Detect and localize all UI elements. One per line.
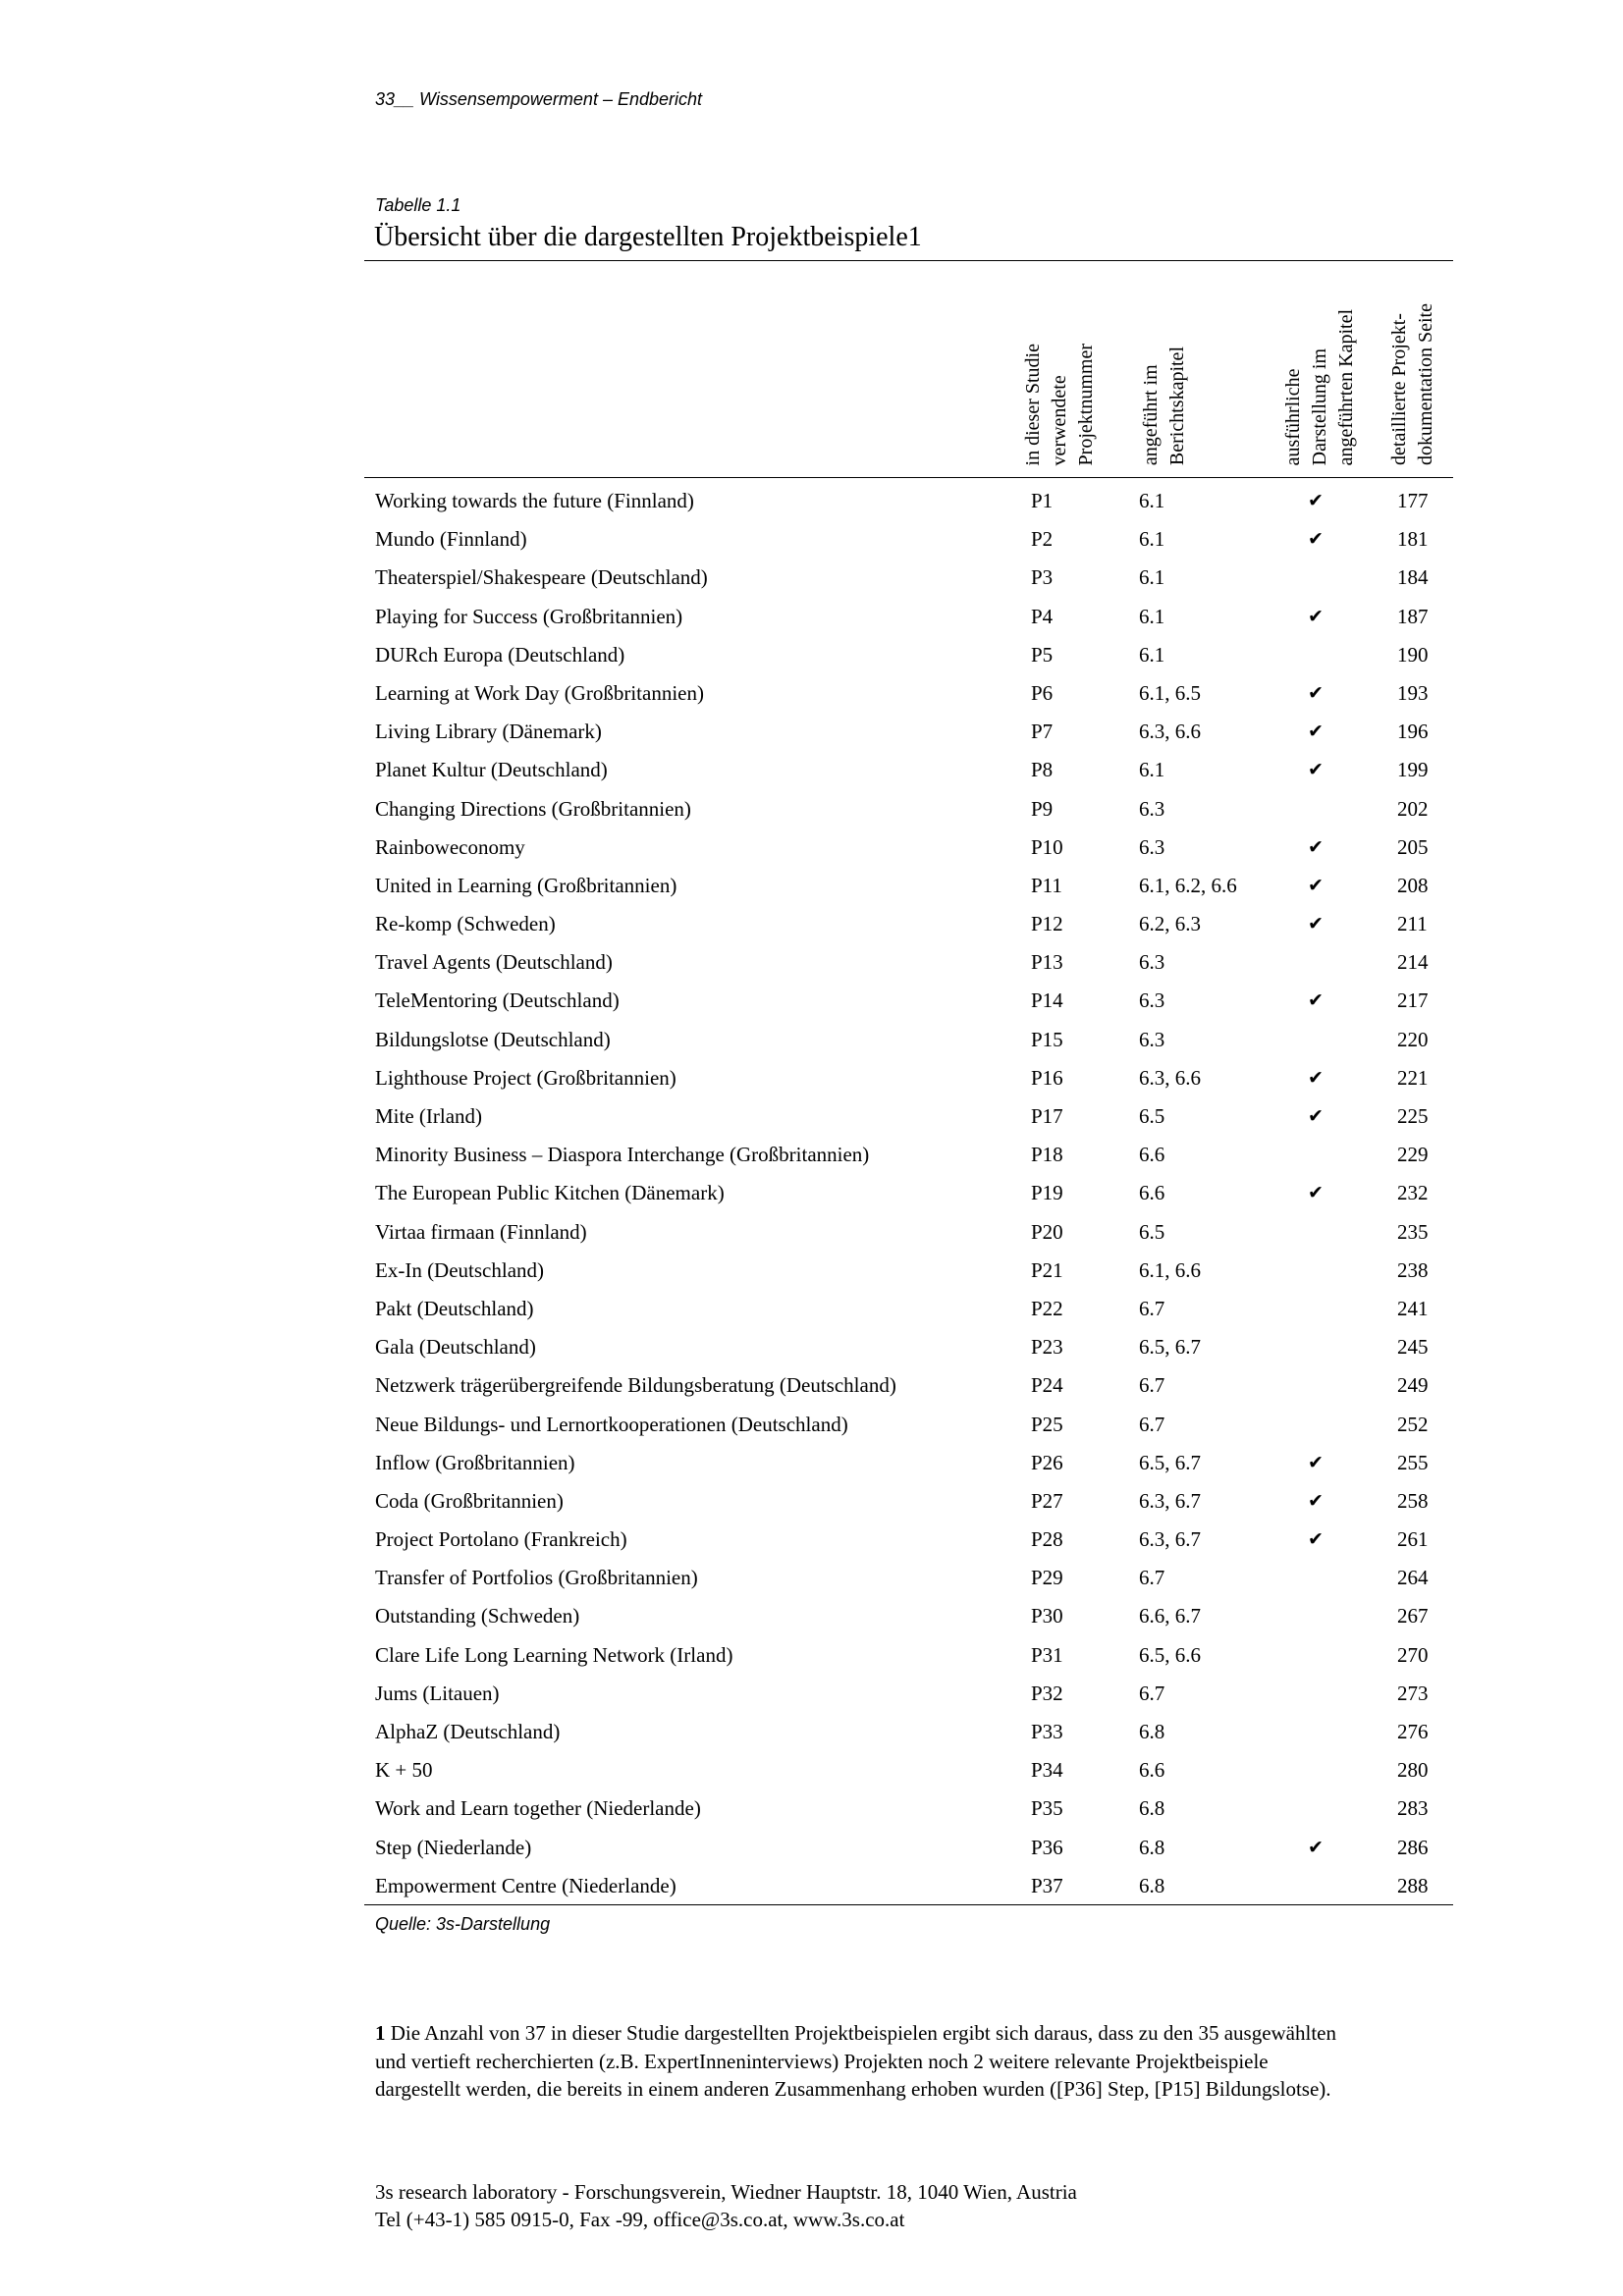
project-name-cell: Bildungslotse (Deutschland) <box>375 1027 611 1051</box>
project-name-cell: Clare Life Long Learning Network (Irland) <box>375 1642 733 1667</box>
project-number-cell: P37 <box>1031 1873 1063 1897</box>
page-number-cell: 229 <box>1397 1143 1429 1167</box>
chapter-cell: 6.3, 6.6 <box>1139 720 1201 744</box>
chapter-cell: 6.3 <box>1139 950 1165 975</box>
project-number-cell: P13 <box>1031 950 1063 975</box>
column-header-line: Projektnummer <box>1075 343 1097 465</box>
column-header-line: in dieser Studie <box>1022 343 1044 465</box>
table-row <box>364 867 1453 905</box>
table-row <box>364 1406 1453 1444</box>
page-number-cell: 202 <box>1397 796 1429 821</box>
table-row <box>364 1097 1453 1136</box>
check-icon: ✔ <box>1308 1105 1324 1127</box>
check-icon: ✔ <box>1308 605 1324 627</box>
page-number-cell: 208 <box>1397 873 1429 897</box>
project-number-cell: P20 <box>1031 1219 1063 1244</box>
project-number-cell: P18 <box>1031 1143 1063 1167</box>
project-number-cell: P17 <box>1031 1104 1063 1128</box>
project-name-cell: Step (Niederlande) <box>375 1835 532 1859</box>
chapter-cell: 6.8 <box>1139 1873 1165 1897</box>
table-row <box>364 1867 1453 1905</box>
table-row <box>364 751 1453 789</box>
project-number-cell: P24 <box>1031 1373 1063 1398</box>
chapter-cell: 6.1 <box>1139 527 1165 552</box>
table-row <box>364 1290 1453 1328</box>
chapter-cell: 6.5 <box>1139 1104 1165 1128</box>
chapter-cell: 6.3, 6.6 <box>1139 1065 1201 1090</box>
table-row <box>364 828 1453 867</box>
check-icon: ✔ <box>1308 1451 1324 1473</box>
project-name-cell: Inflow (Großbritannien) <box>375 1450 575 1474</box>
check-icon: ✔ <box>1308 1182 1324 1204</box>
running-header: 33__ Wissensempowerment – Endbericht <box>375 89 703 109</box>
table-row <box>364 520 1453 559</box>
column-header-page <box>1386 303 1439 465</box>
project-name-cell: The European Public Kitchen (Dänemark) <box>375 1181 725 1205</box>
check-icon: ✔ <box>1308 1836 1324 1858</box>
column-header-project-number <box>1020 344 1100 465</box>
project-number-cell: P5 <box>1031 642 1054 667</box>
page-number-cell: 261 <box>1397 1527 1429 1552</box>
table-body <box>364 482 1453 1905</box>
project-number-cell: P34 <box>1031 1758 1063 1783</box>
page-number-cell: 184 <box>1397 565 1429 590</box>
project-number-cell: P27 <box>1031 1488 1063 1513</box>
column-header-chapter <box>1138 347 1191 465</box>
project-name-cell: Minority Business – Diaspora Interchange (Großbritannien) <box>375 1143 870 1167</box>
table-row <box>364 790 1453 828</box>
project-number-cell: P11 <box>1031 873 1062 897</box>
chapter-cell: 6.1, 6.2, 6.6 <box>1139 873 1237 897</box>
project-name-cell: Living Library (Dänemark) <box>375 720 602 744</box>
page-number-cell: 221 <box>1397 1065 1429 1090</box>
page-number-cell: 232 <box>1397 1181 1429 1205</box>
project-name-cell: Project Portolano (Frankreich) <box>375 1527 627 1552</box>
table-row <box>364 1366 1453 1405</box>
check-icon: ✔ <box>1308 490 1324 511</box>
project-number-cell: P29 <box>1031 1566 1063 1590</box>
table-row <box>364 1675 1453 1713</box>
footnote-marker: 1 <box>375 2021 386 2045</box>
project-name-cell: Work and Learn together (Niederlande) <box>375 1796 701 1821</box>
title-footnote-marker: 1 <box>907 222 922 252</box>
project-number-cell: P15 <box>1031 1027 1063 1051</box>
check-icon: ✔ <box>1308 835 1324 858</box>
table-row <box>364 1789 1453 1828</box>
check-icon: ✔ <box>1308 1528 1324 1551</box>
chapter-cell: 6.7 <box>1139 1681 1165 1705</box>
footnote-line: dargestellt werden, die bereits in einem anderen Zusammenhang erhoben wurden ([P36] Step, [P15] Bildungslotse). <box>375 2077 1331 2101</box>
chapter-cell: 6.5 <box>1139 1219 1165 1244</box>
column-header-line: dokumentation Seite <box>1415 303 1436 465</box>
footer-contact: Tel (+43-1) 585 0915-0, Fax -99, office@3s.co.at, www.3s.co.at <box>375 2207 905 2231</box>
table-row <box>364 1021 1453 1059</box>
chapter-cell: 6.8 <box>1139 1835 1165 1859</box>
chapter-cell: 6.3, 6.7 <box>1139 1527 1201 1552</box>
project-name-cell: Ex-In (Deutschland) <box>375 1257 545 1282</box>
chapter-cell: 6.6 <box>1139 1143 1165 1167</box>
chapter-cell: 6.3 <box>1139 834 1165 859</box>
chapter-cell: 6.1 <box>1139 565 1165 590</box>
project-number-cell: P35 <box>1031 1796 1063 1821</box>
page-number-cell: 225 <box>1397 1104 1429 1128</box>
project-number-cell: P2 <box>1031 527 1054 552</box>
table-row <box>364 482 1453 520</box>
chapter-cell: 6.6 <box>1139 1758 1165 1783</box>
project-name-cell: Working towards the future (Finnland) <box>375 489 694 512</box>
page-number-cell: 238 <box>1397 1257 1429 1282</box>
project-name-cell: Theaterspiel/Shakespeare (Deutschland) <box>375 565 708 590</box>
page-number-cell: 252 <box>1397 1412 1429 1436</box>
page-number-cell: 181 <box>1397 527 1429 552</box>
project-number-cell: P28 <box>1031 1527 1063 1552</box>
chapter-cell: 6.7 <box>1139 1412 1165 1436</box>
project-name-cell: Mite (Irland) <box>375 1104 483 1128</box>
table-row <box>364 713 1453 751</box>
chapter-cell: 6.1, 6.6 <box>1139 1257 1201 1282</box>
column-header-line: angeführt im <box>1140 364 1162 465</box>
chapter-cell: 6.6, 6.7 <box>1139 1604 1201 1629</box>
table-row <box>364 636 1453 674</box>
table-row <box>364 1328 1453 1366</box>
project-number-cell: P8 <box>1031 758 1054 782</box>
chapter-cell: 6.1 <box>1139 604 1165 628</box>
check-icon: ✔ <box>1308 681 1324 704</box>
project-name-cell: AlphaZ (Deutschland) <box>375 1720 561 1743</box>
table-row <box>364 1521 1453 1559</box>
column-header-line: detaillierte Projekt- <box>1388 313 1410 465</box>
chapter-cell: 6.8 <box>1139 1720 1165 1743</box>
page-number-cell: 220 <box>1397 1027 1429 1051</box>
column-header-line: verwendete <box>1049 374 1070 465</box>
page-number-cell: 273 <box>1397 1681 1429 1705</box>
table-row <box>364 1597 1453 1635</box>
page-number-cell: 258 <box>1397 1488 1429 1513</box>
project-name-cell: United in Learning (Großbritannien) <box>375 873 677 897</box>
project-number-cell: P14 <box>1031 988 1063 1013</box>
check-icon: ✔ <box>1308 528 1324 551</box>
column-header-line: angeführten Kapitel <box>1335 308 1357 465</box>
project-number-cell: P4 <box>1031 604 1054 628</box>
chapter-cell: 6.1 <box>1139 758 1165 782</box>
page-number-cell: 196 <box>1397 720 1429 744</box>
column-header-line: Berichtskapitel <box>1166 346 1188 465</box>
project-name-cell: DURch Europa (Deutschland) <box>375 642 625 667</box>
chapter-cell: 6.1, 6.5 <box>1139 680 1201 705</box>
chapter-cell: 6.1 <box>1139 642 1165 667</box>
footnote-text: Die Anzahl von 37 in dieser Studie dargestellten Projektbeispielen ergibt sich daraus, dass zu den 35 ausgewählten <box>390 2021 1336 2045</box>
table-row <box>364 943 1453 982</box>
check-icon: ✔ <box>1308 874 1324 896</box>
project-number-cell: P1 <box>1031 489 1054 512</box>
project-name-cell: Learning at Work Day (Großbritannien) <box>375 680 704 705</box>
table-row <box>364 1213 1453 1252</box>
project-number-cell: P25 <box>1031 1412 1063 1436</box>
table-row <box>364 1252 1453 1290</box>
chapter-cell: 6.7 <box>1139 1566 1165 1590</box>
table-row <box>364 559 1453 597</box>
page-number-cell: 190 <box>1397 642 1429 667</box>
page-number-cell: 249 <box>1397 1373 1429 1398</box>
header-rule <box>364 477 1453 478</box>
project-number-cell: P10 <box>1031 834 1063 859</box>
table-caption: Tabelle 1.1 <box>375 195 461 215</box>
table-row <box>364 598 1453 636</box>
check-icon: ✔ <box>1308 1489 1324 1512</box>
page-number-cell: 199 <box>1397 758 1429 782</box>
chapter-cell: 6.3 <box>1139 1027 1165 1051</box>
chapter-cell: 6.2, 6.3 <box>1139 912 1201 936</box>
chapter-cell: 6.3, 6.7 <box>1139 1488 1201 1513</box>
chapter-cell: 6.7 <box>1139 1296 1165 1320</box>
footnote-line <box>375 2019 1336 2048</box>
check-icon: ✔ <box>1308 989 1324 1012</box>
table-header <box>364 261 1453 478</box>
chapter-cell: 6.3 <box>1139 988 1165 1013</box>
page-number-cell: 214 <box>1397 950 1429 975</box>
project-name-cell: Coda (Großbritannien) <box>375 1488 564 1513</box>
project-number-cell: P9 <box>1031 796 1054 821</box>
project-name-cell: Outstanding (Schweden) <box>375 1604 580 1629</box>
project-name-cell: Virtaa firmaan (Finnland) <box>375 1219 587 1244</box>
project-number-cell: P3 <box>1031 565 1054 590</box>
column-header-detailed <box>1280 309 1360 465</box>
page-number-cell: 187 <box>1397 604 1429 628</box>
project-name-cell: Pakt (Deutschland) <box>375 1296 534 1320</box>
table-row <box>364 1713 1453 1751</box>
column-header-line: Darstellung im <box>1309 347 1330 465</box>
project-number-cell: P30 <box>1031 1604 1063 1629</box>
project-name-cell: Transfer of Portfolios (Großbritannien) <box>375 1566 698 1590</box>
table-row <box>364 1751 1453 1789</box>
check-icon: ✔ <box>1308 721 1324 743</box>
project-number-cell: P12 <box>1031 912 1063 936</box>
project-name-cell: Empowerment Centre (Niederlande) <box>375 1873 676 1897</box>
footnote-line: und vertieft recherchierten (z.B. ExpertInneninterviews) Projekten noch 2 weitere relevante Projektbeispiele <box>375 2049 1269 2073</box>
project-name-cell: Travel Agents (Deutschland) <box>375 950 613 975</box>
page-number-cell: 255 <box>1397 1450 1429 1474</box>
project-name-cell: Changing Directions (Großbritannien) <box>375 796 691 821</box>
page-number-cell: 286 <box>1397 1835 1429 1859</box>
chapter-cell: 6.6 <box>1139 1181 1165 1205</box>
project-name-cell: Netzwerk trägerübergreifende Bildungsberatung (Deutschland) <box>375 1373 896 1398</box>
page-number-cell: 276 <box>1397 1720 1429 1743</box>
chapter-cell: 6.7 <box>1139 1373 1165 1398</box>
table-row <box>364 1174 1453 1212</box>
table-source: Quelle: 3s-Darstellung <box>375 1914 551 1934</box>
chapter-cell: 6.3 <box>1139 796 1165 821</box>
project-name-cell: Gala (Deutschland) <box>375 1335 536 1360</box>
check-icon: ✔ <box>1308 759 1324 781</box>
project-number-cell: P6 <box>1031 680 1054 705</box>
project-name-cell: TeleMentoring (Deutschland) <box>375 988 620 1013</box>
project-name-cell: Lighthouse Project (Großbritannien) <box>375 1065 676 1090</box>
chapter-cell: 6.8 <box>1139 1796 1165 1821</box>
table-row <box>364 1444 1453 1482</box>
table-row <box>364 1482 1453 1521</box>
page-number-cell: 280 <box>1397 1758 1429 1783</box>
table-bottom-rule <box>364 1904 1453 1905</box>
table-title <box>374 220 922 255</box>
table-row <box>364 1059 1453 1097</box>
table-row <box>364 1636 1453 1675</box>
project-name-cell: K + 50 <box>375 1758 433 1783</box>
table-row <box>364 1559 1453 1597</box>
project-number-cell: P19 <box>1031 1181 1063 1205</box>
check-icon: ✔ <box>1308 913 1324 935</box>
table-row <box>364 905 1453 943</box>
project-number-cell: P26 <box>1031 1450 1063 1474</box>
chapter-cell: 6.5, 6.6 <box>1139 1642 1201 1667</box>
page-number-cell: 270 <box>1397 1642 1429 1667</box>
page-number-cell: 288 <box>1397 1873 1429 1897</box>
footnote <box>375 2019 1336 2104</box>
column-header-line: ausführliche <box>1282 368 1304 465</box>
project-name-cell: Playing for Success (Großbritannien) <box>375 604 683 628</box>
page-number-cell: 283 <box>1397 1796 1429 1821</box>
check-icon: ✔ <box>1308 1066 1324 1089</box>
project-name-cell: Jums (Litauen) <box>375 1681 500 1705</box>
table-row <box>364 1829 1453 1867</box>
page-number-cell: 205 <box>1397 834 1429 859</box>
footer-address: 3s research laboratory - Forschungsverein, Wiedner Hauptstr. 18, 1040 Wien, Austria <box>375 2180 1077 2204</box>
page-number-cell: 267 <box>1397 1604 1429 1629</box>
page-number-cell: 217 <box>1397 988 1429 1013</box>
table-row <box>364 982 1453 1020</box>
project-number-cell: P23 <box>1031 1335 1063 1360</box>
project-number-cell: P21 <box>1031 1257 1063 1282</box>
chapter-cell: 6.5, 6.7 <box>1139 1450 1201 1474</box>
project-number-cell: P36 <box>1031 1835 1063 1859</box>
table-row <box>364 1136 1453 1174</box>
project-number-cell: P22 <box>1031 1296 1063 1320</box>
chapter-cell: 6.5, 6.7 <box>1139 1335 1201 1360</box>
project-number-cell: P31 <box>1031 1642 1063 1667</box>
chapter-cell: 6.1 <box>1139 489 1165 512</box>
project-number-cell: P32 <box>1031 1681 1063 1705</box>
page-number-cell: 245 <box>1397 1335 1429 1360</box>
page-number-cell: 235 <box>1397 1219 1429 1244</box>
project-number-cell: P33 <box>1031 1720 1063 1743</box>
page-footer <box>375 2179 1077 2233</box>
page-number-cell: 211 <box>1397 912 1428 936</box>
project-name-cell: Re-komp (Schweden) <box>375 912 556 936</box>
page-number-cell: 193 <box>1397 680 1429 705</box>
project-name-cell: Rainboweconomy <box>375 834 525 859</box>
project-number-cell: P7 <box>1031 720 1054 744</box>
project-number-cell: P16 <box>1031 1065 1063 1090</box>
page-number-cell: 264 <box>1397 1566 1429 1590</box>
page-number-cell: 241 <box>1397 1296 1429 1320</box>
project-name-cell: Planet Kultur (Deutschland) <box>375 758 608 782</box>
table-title-text: Übersicht über die dargestellten Projektbeispiele <box>374 222 908 252</box>
project-name-cell: Mundo (Finnland) <box>375 527 527 552</box>
page-number-cell: 177 <box>1397 489 1429 512</box>
project-name-cell: Neue Bildungs- und Lernortkooperationen (Deutschland) <box>375 1412 848 1436</box>
table-row <box>364 674 1453 713</box>
